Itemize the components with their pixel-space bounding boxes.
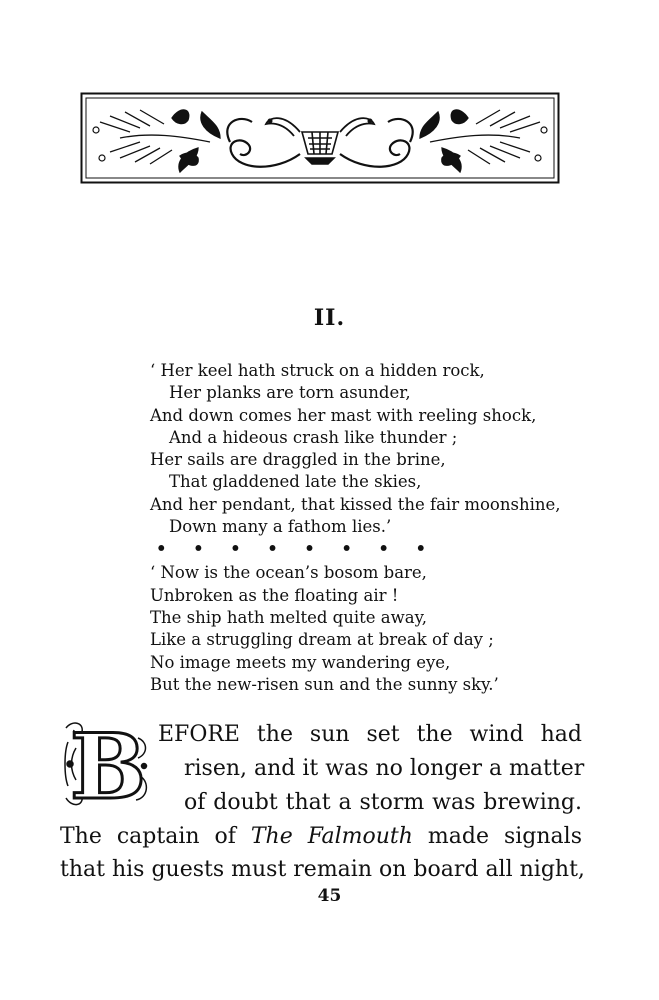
verse-line: Unbroken as the floating air ! <box>150 585 399 605</box>
verse-line: No image meets my wandering eye, <box>150 652 451 672</box>
prose-line: that his guests must remain on board all night, <box>60 857 585 882</box>
urn-icon <box>302 132 338 164</box>
separator-dot: • <box>193 539 204 559</box>
verse-line: And down comes her mast with reeling shock, <box>150 405 537 425</box>
separator-dot: • <box>230 539 241 559</box>
separator-dot: • <box>378 539 389 559</box>
prose-line: of doubt that a storm was brewing. <box>184 790 582 815</box>
ship-name: The Falmouth <box>250 824 413 849</box>
verse-line: Her sails are draggled in the brine, <box>150 450 446 470</box>
separator-dot: • <box>304 539 315 559</box>
stanza-1 <box>150 360 590 538</box>
verse-line: That gladdened late the skies, <box>169 472 422 492</box>
separator-dot: • <box>156 539 167 559</box>
verse-line: But the new-risen sun and the sunny sky.’ <box>150 674 499 694</box>
headpiece-ornament <box>80 92 560 184</box>
verse-line: Her planks are torn asunder, <box>169 383 411 403</box>
separator-dot: • <box>341 539 352 559</box>
verse-line: ‘ Her keel hath struck on a hidden rock, <box>150 361 485 380</box>
prose-text: The captain of <box>60 824 251 849</box>
chapter-number: II. <box>313 305 346 331</box>
prose-line <box>60 820 582 854</box>
drop-cap <box>62 718 150 810</box>
verse-line: And her pendant, that kissed the fair moonshine, <box>150 494 561 514</box>
page-number: 45 <box>317 886 342 906</box>
separator-dot: • <box>267 539 278 559</box>
verse-line: And a hideous crash like thunder ; <box>169 427 458 447</box>
separator-dot: • <box>415 539 426 559</box>
stanza-2 <box>150 562 590 696</box>
verse-epigraph <box>150 360 590 696</box>
stanza-separator <box>150 540 426 558</box>
drop-cap-letter: B <box>69 718 147 810</box>
verse-line: Down many a fathom lies.’ <box>169 517 392 537</box>
prose-line: EFORE the sun set the wind had <box>158 722 582 747</box>
prose-line: risen, and it was no longer a matter <box>184 756 585 781</box>
verse-line: ‘ Now is the ocean’s bosom bare, <box>150 563 427 583</box>
verse-line: The ship hath melted quite away, <box>150 607 427 627</box>
verse-line: Like a struggling dream at break of day ; <box>150 630 494 650</box>
prose-text: made signals <box>412 824 582 849</box>
